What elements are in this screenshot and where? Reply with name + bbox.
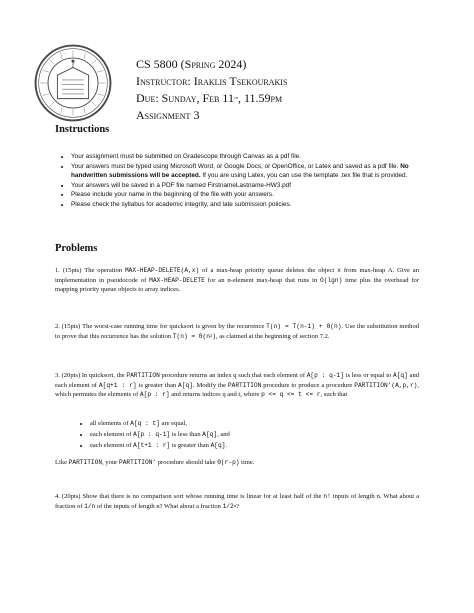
condition-item: • each element of A[p : q-1] is less than A[q], and [90,429,230,440]
course-title: CS 5800 (Spring 2024) [136,57,247,71]
university-seal-icon [34,44,112,122]
instruction-item: • Please check the syllabus for academic integrity, and late submission policies. [71,200,426,210]
instructions-heading: Instructions [55,124,110,135]
problem-2: 2. (15pts) The worst-case running time for quicksort is given by the recurrence T(n) = T(n-1) + Θ(n). Use the substitution method to prove that this recurrence has the solution $T(n) = \Theta(n^2)$, as claimed at the beginning of section 7.2. [55,323,420,340]
condition-item: • all elements of A[q : t] are equal, [90,418,230,429]
instruction-item: • Please include your name in the beginning of the file with your answers. [71,190,426,200]
instruction-item: • Your answers must be typed using Microsoft Word, or Google Docs, or OpenOffice, or Latex and saved as a pdf file. No handwritten submissions will be accepted. If you are using Latex, you can use the template .tex file that is provided. [71,162,426,181]
condition-item: • each element of A[t+1 : r] is greater than A[q]. [90,440,230,451]
instruction-item: • Your answers will be saved in a PDF file named FirstnameLastname-HW3.pdf [71,181,426,191]
instructor-line: Instructor: Iraklis Tsekourakis [136,74,288,88]
instructions-list [55,152,426,210]
assignment-number: Assignment 3 [136,108,200,122]
assignment-header [136,56,287,124]
problem-3: 3. (20pts) In quicksort, the PARTITION procedure returns an index q such that each element of A[p : q-1] is less or equal to A[q] and each element of A[q+1 : r] is greater than A[q]. Modify the PARTITION procedure to produce a procedure PARTITION’(A,p,r), which permutes the elements of A[p : r] and returns indices q and t, where p <= q <= t <= r, such that [55,372,420,399]
problem-3-conditions [74,418,230,451]
problem-1: 1. (15pts) The operation MAX-HEAP-DELETE(A,x) of a max-heap priority queue deletes the object x from max-heap A. Give an implementation in pseudocode of MAX-HEAP-DELETE for an n-element max-heap that runs in O(lgn) time plus the overhead for mapping priority queue objects to array indices. [55,267,420,294]
problem-3-closing: Like PARTITION, your PARTITION’ procedure should take Θ(r-p) time. [55,459,255,466]
problems-heading: Problems [55,243,98,254]
instruction-item: • Your assignment must be submitted on Gradescope through Canvas as a pdf file. [71,152,426,162]
due-line: Due: Sunday, Feb 11th, 11.59pm [136,91,283,105]
problem-4: 4. (20pts) Show that there is no comparison sort whose running time is linear for at least half of the n! inputs of length n. What about a fraction of 1/n of the inputs of length n? What about a fraction 1/2$^n$? [55,493,419,510]
